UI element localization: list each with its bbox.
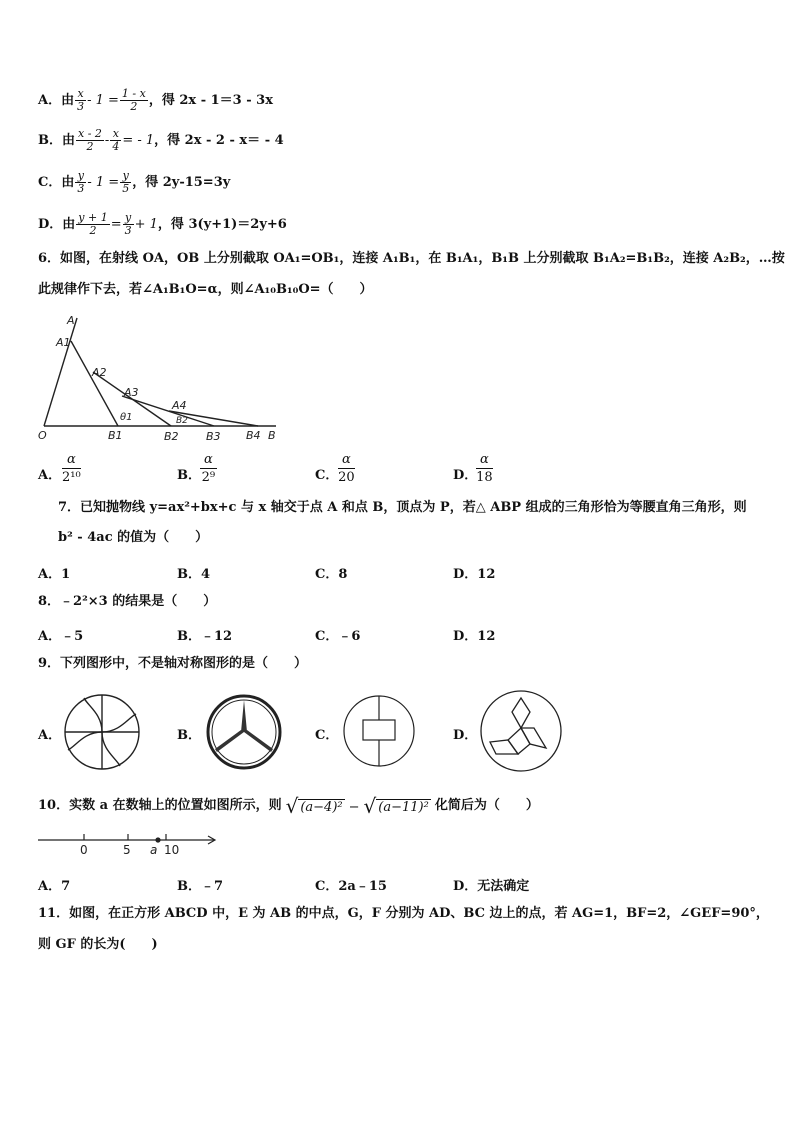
q10-option-b: B．﹣7 <box>177 879 224 894</box>
axis-label-a: a <box>150 843 158 857</box>
q8-text: 8．﹣2²×3 的结果是（ ） <box>38 594 217 609</box>
label-a: A <box>67 314 75 327</box>
q8-option-a: A．﹣5 <box>38 629 84 644</box>
q10-root1: (a−4)² <box>300 800 343 815</box>
q8-option-d: D．12 <box>453 629 496 644</box>
label-b: B <box>268 429 276 442</box>
q5-option-b: B．由 $\frac{x - 2}{2}$ - $\frac{x}{4}$ = - 1，得 2x - 2 - x＝ - 4 <box>38 127 284 153</box>
label-a4: A4 <box>172 399 187 412</box>
q9-figure-b-three-point-star-circle <box>204 692 284 772</box>
q5-option-c: C．由 $\frac{y}{3}$ - 1 = $\frac{y}{5}$ ，得 2y-15=3y <box>38 169 231 195</box>
segment-a3b3 <box>122 396 214 426</box>
q6-option-d-fraction: $\frac{\alpha}{18}$ <box>476 452 493 485</box>
label-a1: A1 <box>56 336 71 349</box>
q7-option-d: D．12 <box>453 567 496 582</box>
q7-option-b: B．4 <box>177 567 211 582</box>
q10-prefix: 10．实数 a 在数轴上的位置如图所示，则 <box>38 798 282 813</box>
q11-text-line2: 则 GF 的长为( ) <box>38 937 158 952</box>
q9-text: 9．下列图形中，不是轴对称图形的是（ ） <box>38 656 308 671</box>
ray-oa <box>44 318 77 426</box>
label-a3: A3 <box>124 386 139 399</box>
q9-figure-d-three-diamonds-circle <box>478 688 564 774</box>
q9-option-c-letter: C． <box>315 728 339 743</box>
q10-option-d: D．无法确定 <box>453 879 530 894</box>
q6-text-line2: 此规律作下去，若∠A₁B₁O=α，则∠A₁₀B₁₀O=（ ） <box>38 282 373 297</box>
axis-label-0: 0 <box>80 843 88 857</box>
q10-expression: √ (a−4)² − √ (a−11)² <box>285 794 429 818</box>
q6-option-a-letter: A． <box>38 468 62 483</box>
q6-option-a-fraction: $\frac{\alpha}{\text{2¹⁰}}$ <box>62 452 81 485</box>
label-b2-small: B2 <box>176 416 188 426</box>
q10-option-a: A．7 <box>38 879 71 894</box>
axis-label-5: 5 <box>123 843 131 857</box>
q7-text-line2: b² - 4ac 的值为（ ） <box>58 530 209 545</box>
q9-figure-c-circle-with-rectangle <box>341 692 417 770</box>
label-theta1: θ1 <box>120 412 133 423</box>
q10-option-c: C．2a﹣15 <box>315 879 387 894</box>
label-a2: A2 <box>92 366 107 379</box>
q9-option-b-letter: B． <box>177 728 201 743</box>
q8-option-c: C．﹣6 <box>315 629 361 644</box>
label-b3: B3 <box>206 430 221 443</box>
q10-suffix: 化简后为（ ） <box>434 798 539 813</box>
label-o: O <box>38 429 47 442</box>
q10-text <box>38 796 539 816</box>
q7-text-line1: 7．已知抛物线 y=ax²+bx+c 与 x 轴交于点 A 和点 B，顶点为 P，若△ ABP 组成的三角形恰为等腰直角三角形，则 <box>58 500 747 515</box>
q8-option-b: B．﹣12 <box>177 629 233 644</box>
label-b1: B1 <box>108 429 123 442</box>
q9-option-d-letter: D． <box>453 728 478 743</box>
q10-number-line <box>36 830 226 860</box>
axis-label-10: 10 <box>164 843 180 857</box>
q9-figure-a-pinwheel-circle <box>62 692 142 772</box>
q9-option-a-letter: A． <box>38 728 62 743</box>
q6-figure <box>36 312 286 444</box>
q6-option-c-letter: C． <box>315 468 339 483</box>
q10-minus: − <box>348 800 360 815</box>
label-b4: B4 <box>246 429 261 442</box>
q6-text-line1: 6．如图，在射线 OA，OB 上分别截取 OA₁=OB₁，连接 A₁B₁，在 B₁A₁，B₁B 上分别截取 B₁A₂=B₁B₂，连接 A₂B₂，…按 <box>38 251 785 266</box>
label-b2: B2 <box>164 430 179 443</box>
segment-a1b1 <box>71 341 118 426</box>
q5-option-d: D．由 $\frac{y + 1}{2}$ = $\frac{y}{3}$ + 1，得 3(y+1)＝2y+6 <box>38 211 287 237</box>
q6-option-b-letter: B． <box>177 468 201 483</box>
q6-option-b-fraction: $\frac{\alpha}{\text{2⁹}}$ <box>201 452 216 485</box>
q10-root2: (a−11)² <box>378 800 429 815</box>
q6-option-d-letter: D． <box>453 468 478 483</box>
q11-text-line1: 11．如图，在正方形 ABCD 中，E 为 AB 的中点，G，F 分别为 AD、BC 边上的点，若 AG=1，BF=2，∠GEF=90°， <box>38 906 769 921</box>
q6-option-c-fraction: $\frac{\alpha}{20}$ <box>338 452 355 485</box>
q7-option-a: A．1 <box>38 567 71 582</box>
q7-option-c: C．8 <box>315 567 348 582</box>
q5-option-a: A．由 $\frac{x}{3}$ - 1 = $\frac{1 - x}{2}$ ，得 2x - 1＝3 - 3x <box>38 87 273 113</box>
